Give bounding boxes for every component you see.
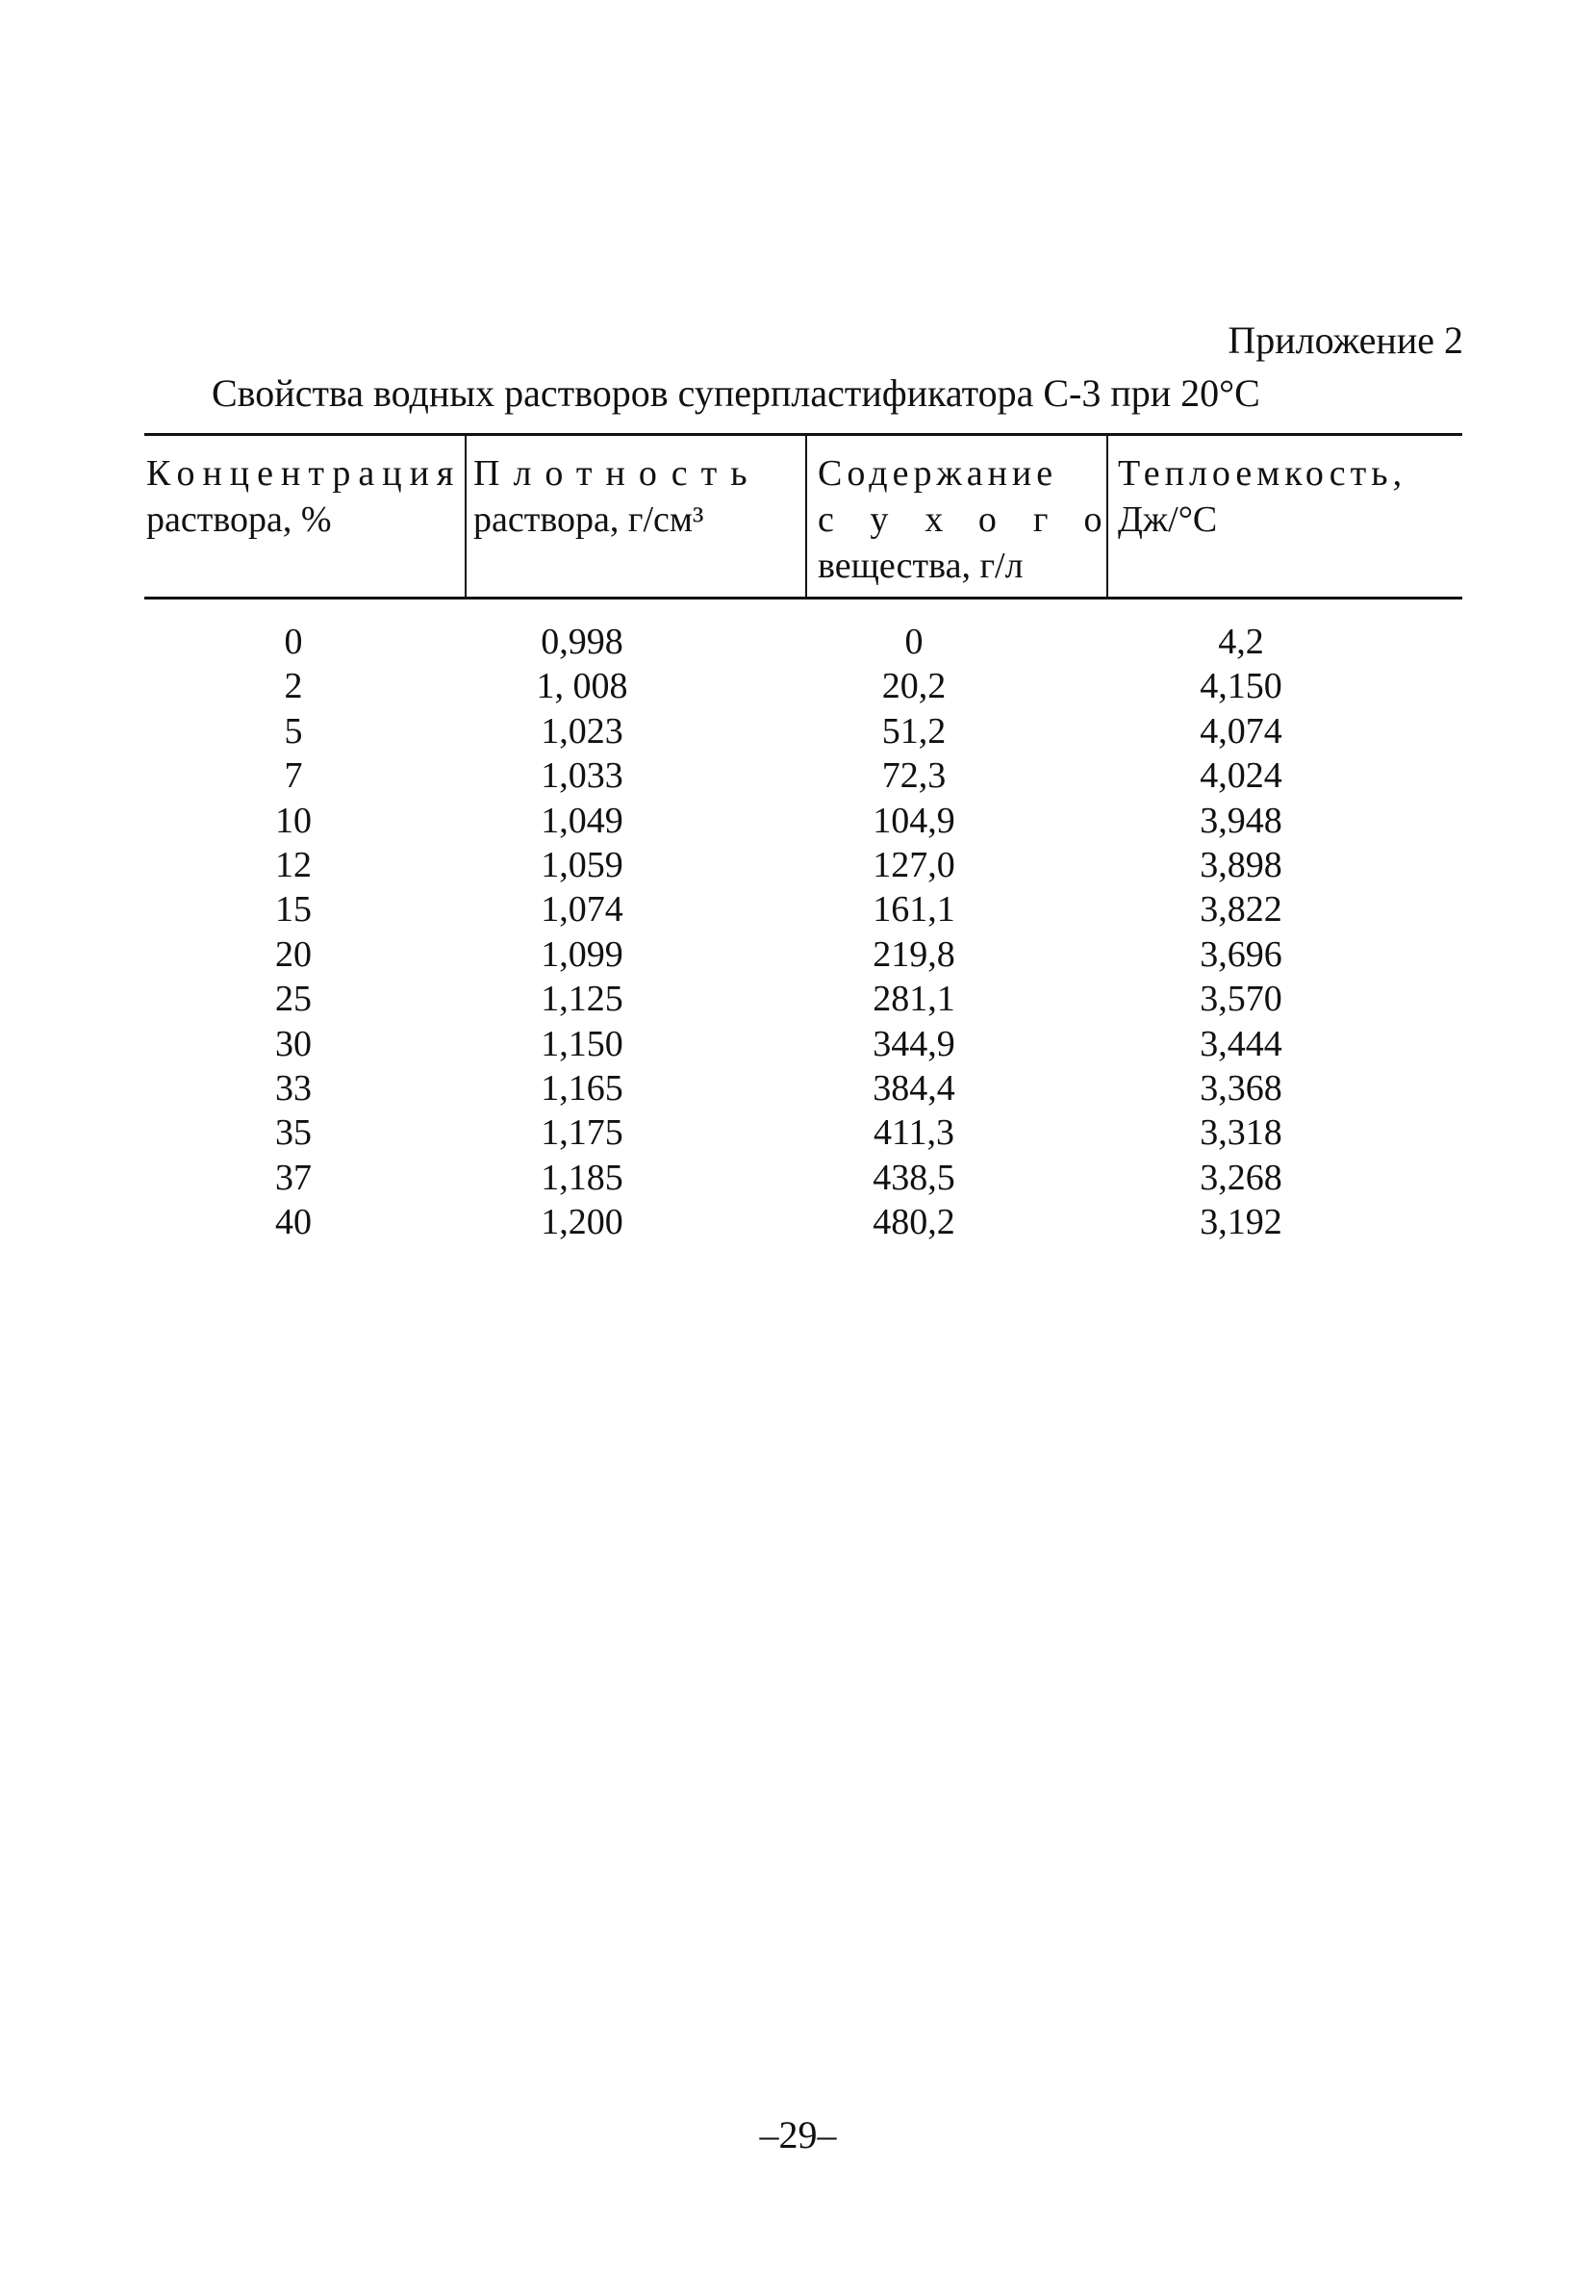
table-cell: 7 [284, 755, 303, 797]
table-row [0, 978, 1596, 1022]
table-cell: 3,696 [1200, 933, 1282, 975]
table-row [0, 1067, 1596, 1111]
table-cell: 1,125 [541, 979, 623, 1020]
table-cell: 2 [284, 666, 303, 707]
table-cell: 1,150 [541, 1023, 623, 1064]
table-row [0, 1023, 1596, 1067]
table-cell: 411,3 [873, 1112, 955, 1154]
table-cell: 4,150 [1200, 666, 1282, 707]
header-bottom-rule [144, 597, 1462, 600]
table-cell: 72,3 [881, 755, 947, 797]
table-row [0, 754, 1596, 799]
table-cell: 4,2 [1218, 622, 1264, 662]
table-row [0, 888, 1596, 932]
table-cell: 1,033 [541, 755, 623, 797]
appendix-label: Приложение 2 [1228, 319, 1463, 362]
table-row [0, 710, 1596, 754]
table-row [0, 844, 1596, 888]
table-cell: 1,099 [541, 933, 623, 975]
table-cell: 3,898 [1200, 844, 1282, 885]
table-cell: 1, 008 [536, 666, 628, 707]
table-cell: 4,074 [1200, 710, 1282, 752]
table-body [0, 621, 1596, 1245]
table-cell: 438,5 [873, 1157, 955, 1198]
table-cell: 161,1 [873, 889, 955, 931]
table-cell: 384,4 [873, 1067, 955, 1109]
table-cell: 20,2 [881, 666, 947, 707]
table-cell: 3,318 [1200, 1112, 1282, 1154]
table-cell: 15 [275, 889, 312, 931]
header-density: Плотность раствора, г/см³ [473, 453, 761, 540]
table-cell: 219,8 [873, 933, 955, 975]
header-heat-capacity: Теплоемкость, Дж/°С [1118, 453, 1407, 540]
table-cell: 3,368 [1200, 1067, 1282, 1109]
table-cell: 1,175 [541, 1112, 623, 1154]
table-cell: 25 [275, 979, 312, 1020]
table-top-rule [144, 433, 1462, 436]
header-dry-content: Содержание сухого вещества, г/л [818, 453, 1139, 586]
table-cell: 4,024 [1200, 755, 1282, 797]
table-row [0, 621, 1596, 665]
header-concentration: Концентрация раствора, % [146, 453, 462, 540]
table-cell: 0 [904, 622, 924, 662]
table-cell: 0 [284, 622, 303, 662]
table-cell: 1,049 [541, 800, 623, 841]
table-cell: 480,2 [873, 1202, 955, 1243]
table-cell: 3,948 [1200, 800, 1282, 841]
table-cell: 3,268 [1200, 1157, 1282, 1198]
table-cell: 344,9 [873, 1023, 955, 1064]
table-cell: 20 [275, 933, 312, 975]
table-row [0, 933, 1596, 978]
table-cell: 3,444 [1200, 1023, 1282, 1064]
table-cell: 3,822 [1200, 889, 1282, 931]
table-cell: 12 [275, 844, 312, 885]
table-cell: 30 [275, 1023, 312, 1064]
table-cell: 1,200 [541, 1202, 623, 1243]
table-cell: 1,185 [541, 1157, 623, 1198]
table-cell: 3,192 [1200, 1202, 1282, 1243]
table-row [0, 800, 1596, 844]
table-row [0, 665, 1596, 709]
table-cell: 281,1 [873, 979, 955, 1020]
table-row [0, 1157, 1596, 1201]
table-cell: 1,059 [541, 844, 623, 885]
column-divider [465, 435, 467, 597]
table-cell: 1,074 [541, 889, 623, 931]
table-cell: 5 [284, 710, 303, 752]
table-title: Свойства водных растворов суперпластификатора С-3 при 20°С [212, 371, 1260, 415]
table-cell: 51,2 [881, 710, 947, 752]
table-cell: 104,9 [873, 800, 955, 841]
column-divider [805, 435, 807, 597]
table-cell: 0,998 [541, 622, 623, 662]
table-cell: 33 [275, 1067, 312, 1109]
table-cell: 1,023 [541, 710, 623, 752]
table-cell: 10 [275, 800, 312, 841]
table-cell: 127,0 [873, 844, 955, 885]
table-cell: 35 [275, 1112, 312, 1154]
table-cell: 40 [275, 1202, 312, 1243]
table-row [0, 1201, 1596, 1245]
table-cell: 1,165 [541, 1067, 623, 1109]
table-row [0, 1111, 1596, 1156]
table-cell: 37 [275, 1157, 312, 1198]
page-number: –29– [759, 2113, 837, 2156]
table-cell: 3,570 [1200, 979, 1282, 1020]
